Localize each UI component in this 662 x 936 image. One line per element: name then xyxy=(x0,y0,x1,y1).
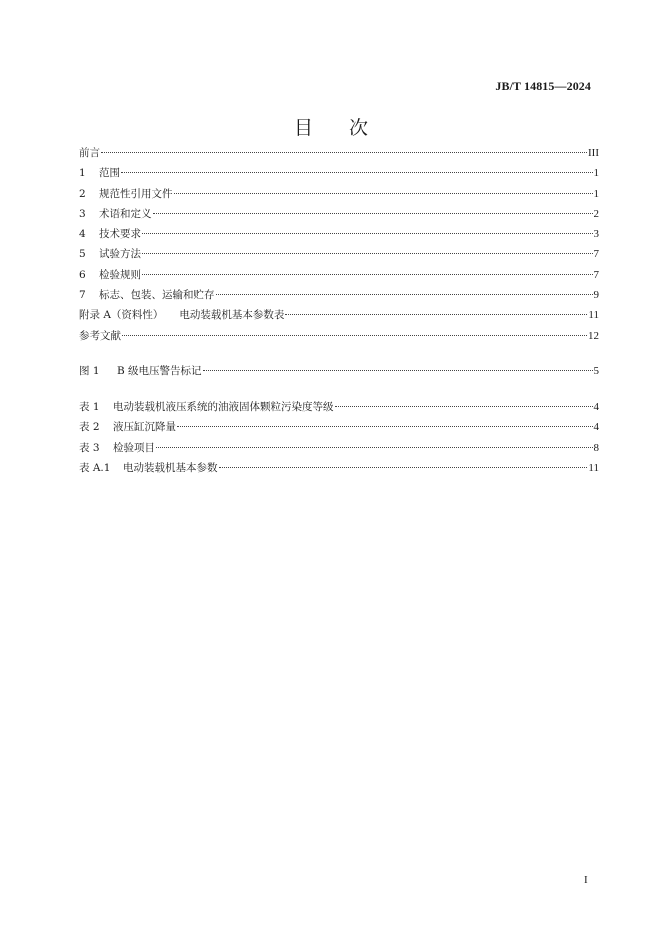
toc-page: 12 xyxy=(588,329,599,342)
leader-dots xyxy=(142,233,593,234)
toc-page: 5 xyxy=(593,365,599,377)
page-number: I xyxy=(584,874,588,886)
toc-entry-table-a1[interactable] xyxy=(79,458,599,478)
leader-dots xyxy=(203,370,593,371)
toc-page: 4 xyxy=(593,421,599,434)
toc-label: 试验方法 xyxy=(99,248,141,261)
toc-entry-table-3[interactable] xyxy=(79,438,599,458)
toc-label: 前言 xyxy=(79,147,100,159)
toc-number: 表 A.1 xyxy=(79,461,111,474)
leader-dots xyxy=(153,213,593,214)
toc-number: 表 1 xyxy=(79,401,100,413)
toc-entry-foreword[interactable] xyxy=(79,143,599,163)
toc-page: 7 xyxy=(593,248,599,261)
toc-label xyxy=(79,305,284,325)
leader-dots xyxy=(101,152,587,153)
toc-entry-3[interactable] xyxy=(79,204,599,224)
leader-dots xyxy=(216,294,593,295)
title-char-1: 目 xyxy=(293,117,313,139)
toc-page: 8 xyxy=(593,441,599,454)
toc-page: 4 xyxy=(593,401,599,413)
title-char-2: 次 xyxy=(349,117,369,139)
toc-page: 1 xyxy=(593,187,599,200)
toc-entry-annex-a[interactable] xyxy=(79,305,599,325)
toc-page: 11 xyxy=(588,309,599,322)
toc-number: 1 xyxy=(79,167,86,180)
toc-label: 规范性引用文件 xyxy=(99,187,173,200)
leader-dots xyxy=(285,314,587,315)
toc-entry-7[interactable] xyxy=(79,285,599,305)
toc-number: 6 xyxy=(79,268,86,281)
toc-label: B 级电压警告标记 xyxy=(117,365,202,377)
leader-dots xyxy=(121,172,593,173)
toc-page: 2 xyxy=(593,207,599,220)
leader-dots xyxy=(122,335,587,336)
toc-entry-5[interactable] xyxy=(79,244,599,264)
leader-dots xyxy=(142,253,593,254)
toc-entry-4[interactable] xyxy=(79,224,599,244)
toc-number: 3 xyxy=(79,207,86,220)
toc-figures xyxy=(79,361,599,381)
standard-number: JB/T 14815—2024 xyxy=(495,79,591,93)
toc-page: 11 xyxy=(588,461,599,474)
toc-page: 1 xyxy=(593,167,599,180)
toc-chapters xyxy=(79,143,599,346)
toc-number: 5 xyxy=(79,248,86,261)
toc-entry-1[interactable] xyxy=(79,163,599,183)
toc-number: 表 3 xyxy=(79,441,100,454)
toc-label: 参考文献 xyxy=(79,329,121,342)
toc-page: III xyxy=(588,147,599,159)
toc-entry-bibliography[interactable] xyxy=(79,326,599,346)
toc-entry-table-2[interactable] xyxy=(79,417,599,437)
toc-number: 7 xyxy=(79,289,86,302)
toc-entry-table-1[interactable] xyxy=(79,397,599,417)
leader-dots xyxy=(156,447,593,448)
leader-dots xyxy=(142,274,593,275)
toc-label: 检验规则 xyxy=(99,268,141,281)
toc-label: 范围 xyxy=(99,167,120,180)
toc-tables xyxy=(79,397,599,478)
toc-number: 表 2 xyxy=(79,421,100,434)
toc-label: 电动装载机液压系统的油液固体颗粒污染度等级 xyxy=(113,401,334,413)
toc-number: 图 1 xyxy=(79,365,100,377)
toc-number: 4 xyxy=(79,228,86,241)
toc-label: 电动装载机基本参数 xyxy=(123,461,218,474)
toc-entry-6[interactable] xyxy=(79,265,599,285)
toc-entry-2[interactable] xyxy=(79,184,599,204)
toc-label: 技术要求 xyxy=(99,228,141,241)
toc-label: 检验项目 xyxy=(113,441,155,454)
leader-dots xyxy=(174,193,593,194)
leader-dots xyxy=(177,426,593,427)
toc-page: 7 xyxy=(593,268,599,281)
toc-number: 2 xyxy=(79,187,86,200)
toc-entry-figure-1[interactable] xyxy=(79,361,599,381)
annex-title: 电动装载机基本参数表 xyxy=(179,309,285,322)
leader-dots xyxy=(219,467,588,468)
toc-page: 9 xyxy=(593,289,599,302)
annex-designation: 附录 A（资料性） xyxy=(79,309,164,322)
toc-page: 3 xyxy=(593,228,599,241)
toc-label: 标志、包装、运输和贮存 xyxy=(99,289,215,302)
page-title xyxy=(0,113,662,140)
leader-dots xyxy=(335,406,593,407)
toc-label: 术语和定义 xyxy=(99,207,152,220)
toc-label: 液压缸沉降量 xyxy=(113,421,176,434)
